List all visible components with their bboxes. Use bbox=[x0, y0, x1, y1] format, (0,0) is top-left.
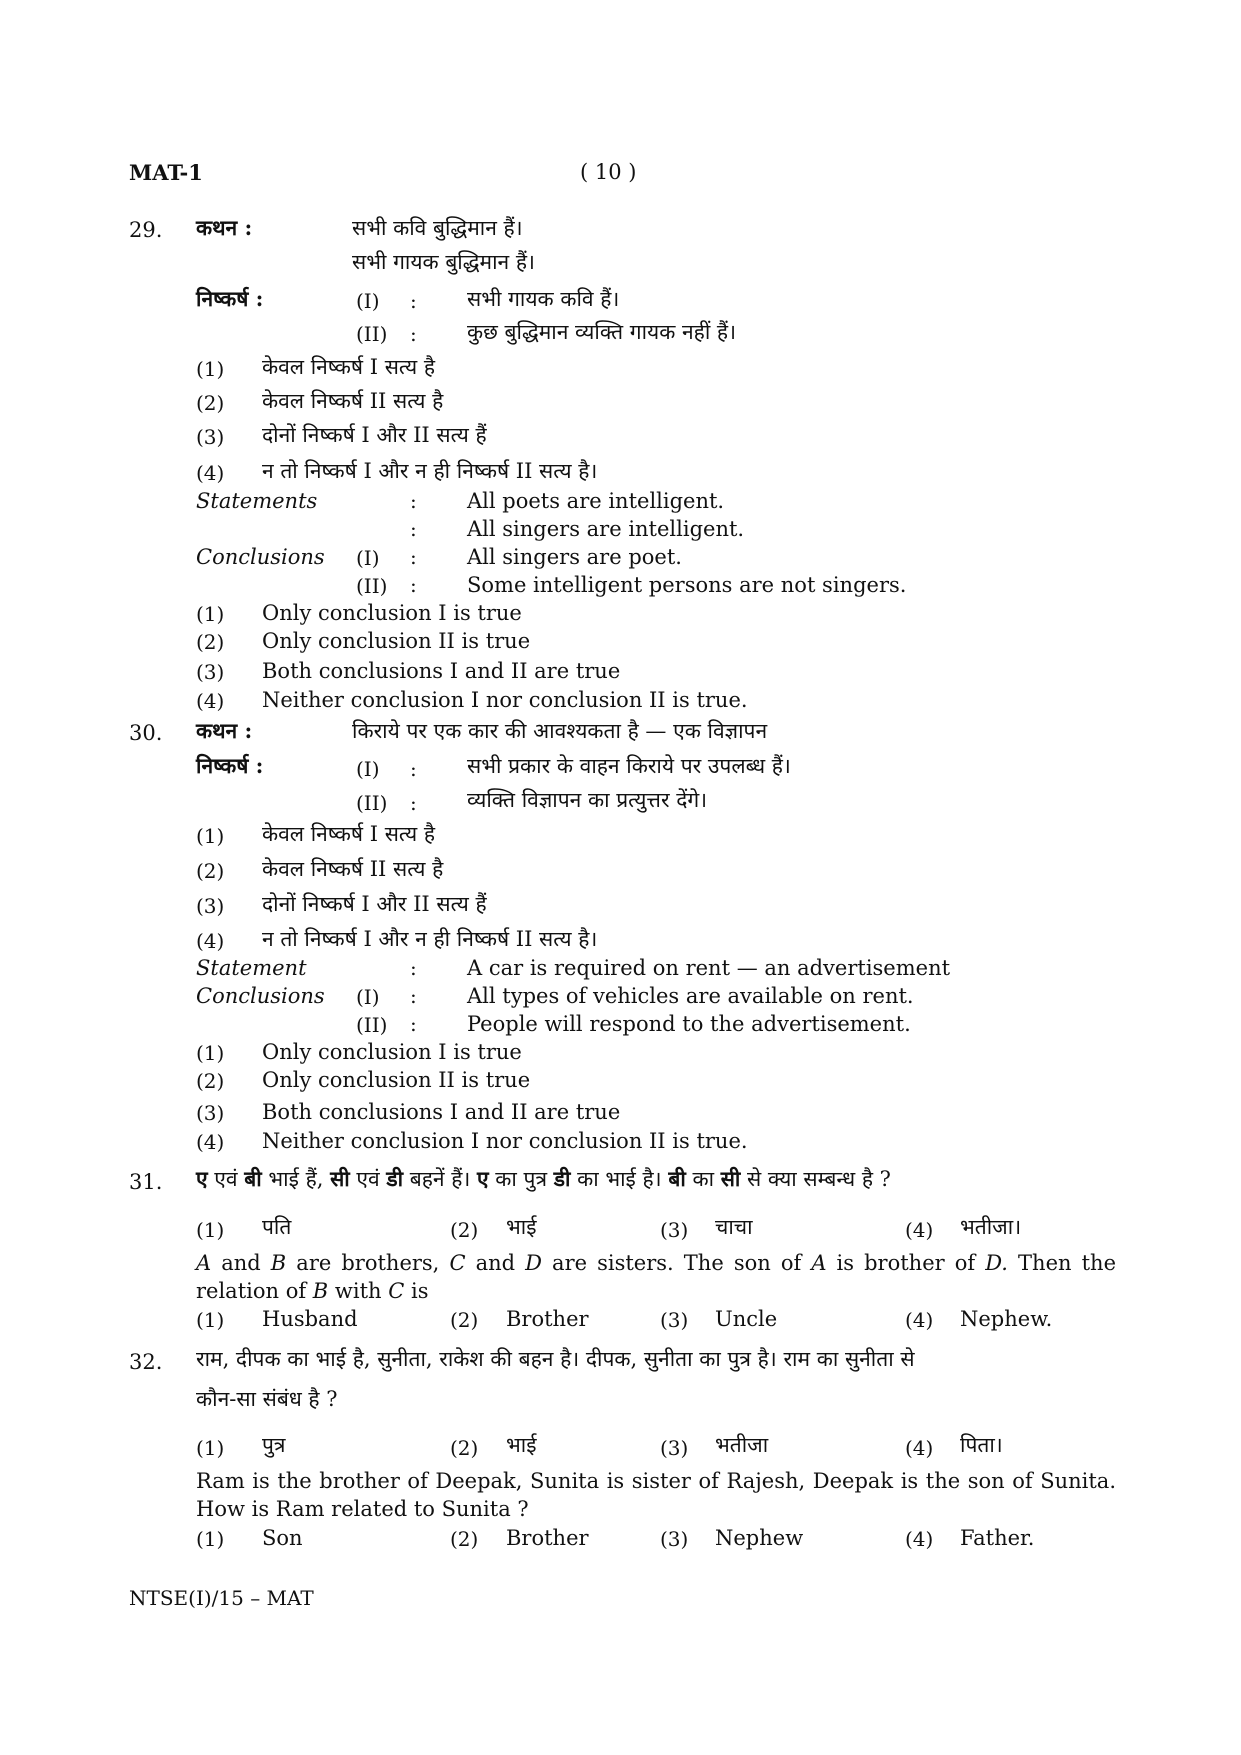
conclusion-en-2: Some intelligent persons are not singers. bbox=[467, 573, 907, 597]
statement-label-en: Statement bbox=[196, 956, 307, 980]
option-en-4: Nephew. bbox=[960, 1307, 1053, 1331]
conclusion-label-en: Conclusions bbox=[196, 984, 325, 1008]
option-en-4: Neither conclusion I nor conclusion II is true. bbox=[262, 688, 748, 712]
conclusion-hi-1: सभी प्रकार के वाहन किराये पर उपलब्ध हैं। bbox=[467, 754, 791, 778]
option-hi-3: दोनों निष्कर्ष I और II सत्य हैं bbox=[262, 423, 487, 447]
option-num: (1) bbox=[196, 1308, 225, 1332]
option-en-2: Brother bbox=[506, 1307, 589, 1331]
option-hi-2: केवल निष्कर्ष II सत्य है bbox=[262, 389, 444, 413]
option-num: (2) bbox=[450, 1436, 479, 1460]
option-en-3: Nephew bbox=[715, 1526, 804, 1550]
option-num: (4) bbox=[196, 689, 225, 713]
conclusion-roman: (II) bbox=[356, 322, 388, 346]
statement-label-en: Statements bbox=[196, 489, 318, 513]
colon: : bbox=[410, 956, 417, 980]
colon: : bbox=[410, 517, 417, 541]
option-en-3: Uncle bbox=[715, 1307, 778, 1331]
option-num: (2) bbox=[196, 1069, 225, 1093]
option-en-3: Both conclusions I and II are true bbox=[262, 1100, 621, 1124]
option-num: (3) bbox=[196, 1101, 225, 1125]
question-hi-line2: कौन-सा संबंध है ? bbox=[196, 1387, 338, 1411]
conclusion-en-1: All types of vehicles are available on rent. bbox=[467, 984, 914, 1008]
option-en-1: Son bbox=[262, 1526, 303, 1550]
footer-code: NTSE(I)/15 – MAT bbox=[129, 1586, 314, 1610]
question-hi: ए एवं बी भाई हैं, सी एवं डी बहनें हैं। ए का पुत्र डी का भाई है। बी का सी से क्या सम्बन्ध है ? bbox=[196, 1166, 891, 1191]
conclusion-roman: (I) bbox=[356, 757, 380, 781]
option-num: (4) bbox=[196, 929, 225, 953]
statement-hi: किराये पर एक कार की आवश्यकता है — एक विज्ञापन bbox=[352, 719, 768, 743]
option-num: (4) bbox=[905, 1308, 934, 1332]
option-en-3: Both conclusions I and II are true bbox=[262, 659, 621, 683]
option-en-2: Only conclusion II is true bbox=[262, 629, 531, 653]
option-en-1: Only conclusion I is true bbox=[262, 601, 522, 625]
option-hi-1: केवल निष्कर्ष I सत्य है bbox=[262, 822, 436, 846]
conclusion-roman: (II) bbox=[356, 1013, 388, 1037]
question-number: 30. bbox=[129, 721, 163, 745]
option-num: (4) bbox=[196, 1130, 225, 1154]
question-number: 32. bbox=[129, 1350, 163, 1374]
option-hi-2: भाई bbox=[506, 1433, 537, 1457]
conclusion-label-hi: निष्कर्ष : bbox=[196, 753, 264, 778]
question-en: Ram is the brother of Deepak, Sunita is sister of Rajesh, Deepak is the son of Sunita. How is Ram related to Sunita ? bbox=[196, 1469, 1116, 1521]
question-en: A and B are brothers, C and D are sisters. The son of A is brother of D. Then the relation of B with C is bbox=[196, 1251, 1116, 1303]
option-num: (1) bbox=[196, 1527, 225, 1551]
option-hi-3: भतीजा bbox=[715, 1433, 769, 1457]
colon: : bbox=[410, 573, 417, 597]
option-num: (1) bbox=[196, 1218, 225, 1242]
option-en-1: Only conclusion I is true bbox=[262, 1040, 522, 1064]
option-hi-3: दोनों निष्कर्ष I और II सत्य हैं bbox=[262, 892, 487, 916]
colon: : bbox=[410, 289, 417, 313]
option-num: (3) bbox=[196, 660, 225, 684]
option-hi-3: चाचा bbox=[715, 1215, 753, 1239]
conclusion-en-1: All singers are poet. bbox=[467, 545, 682, 569]
option-num: (2) bbox=[450, 1308, 479, 1332]
option-num: (3) bbox=[660, 1308, 689, 1332]
option-num: (4) bbox=[905, 1218, 934, 1242]
option-num: (2) bbox=[450, 1527, 479, 1551]
colon: : bbox=[410, 791, 417, 815]
option-num: (3) bbox=[196, 425, 225, 449]
conclusion-label-en: Conclusions bbox=[196, 545, 325, 569]
option-num: (3) bbox=[660, 1527, 689, 1551]
option-hi-4: पिता। bbox=[960, 1433, 1003, 1457]
option-num: (2) bbox=[450, 1218, 479, 1242]
conclusion-hi-1: सभी गायक कवि हैं। bbox=[467, 287, 620, 311]
option-num: (3) bbox=[660, 1218, 689, 1242]
question-hi-line1: राम, दीपक का भाई है, सुनीता, राकेश की बहन है। दीपक, सुनीता का पुत्र है। राम का सुनीता से bbox=[196, 1347, 915, 1371]
colon: : bbox=[410, 1012, 417, 1036]
statement-en-2: All singers are intelligent. bbox=[467, 517, 745, 541]
option-hi-2: भाई bbox=[506, 1215, 537, 1239]
option-num: (2) bbox=[196, 391, 225, 415]
conclusion-roman: (I) bbox=[356, 289, 380, 313]
option-num: (4) bbox=[905, 1436, 934, 1460]
colon: : bbox=[410, 757, 417, 781]
conclusion-roman: (I) bbox=[356, 985, 380, 1009]
statement-label-hi: कथन : bbox=[196, 215, 253, 240]
statement-label-hi: कथन : bbox=[196, 718, 253, 743]
option-num: (1) bbox=[196, 1436, 225, 1460]
option-num: (1) bbox=[196, 602, 225, 626]
statement-hi-2: सभी गायक बुद्धिमान हैं। bbox=[352, 250, 535, 274]
conclusion-roman: (I) bbox=[356, 546, 380, 570]
option-en-2: Only conclusion II is true bbox=[262, 1068, 531, 1092]
conclusion-roman: (II) bbox=[356, 574, 388, 598]
colon: : bbox=[410, 322, 417, 346]
colon: : bbox=[410, 545, 417, 569]
option-en-1: Husband bbox=[262, 1307, 358, 1331]
option-num: (3) bbox=[660, 1436, 689, 1460]
question-number: 29. bbox=[129, 218, 163, 242]
option-hi-1: पति bbox=[262, 1215, 292, 1239]
option-hi-2: केवल निष्कर्ष II सत्य है bbox=[262, 857, 444, 881]
page-number: ( 10 ) bbox=[580, 160, 637, 184]
conclusion-en-2: People will respond to the advertisement. bbox=[467, 1012, 911, 1036]
option-hi-4: न तो निष्कर्ष I और न ही निष्कर्ष II सत्य है। bbox=[262, 927, 598, 951]
option-num: (3) bbox=[196, 894, 225, 918]
question-number: 31. bbox=[129, 1170, 163, 1194]
statement-en-1: All poets are intelligent. bbox=[467, 489, 725, 513]
colon: : bbox=[410, 489, 417, 513]
conclusion-roman: (II) bbox=[356, 791, 388, 815]
option-num: (2) bbox=[196, 630, 225, 654]
option-hi-4: न तो निष्कर्ष I और न ही निष्कर्ष II सत्य है। bbox=[262, 459, 598, 483]
option-num: (2) bbox=[196, 859, 225, 883]
statement-en: A car is required on rent — an advertisement bbox=[467, 956, 951, 980]
option-hi-1: केवल निष्कर्ष I सत्य है bbox=[262, 355, 436, 379]
option-hi-4: भतीजा। bbox=[960, 1215, 1022, 1239]
conclusion-hi-2: कुछ बुद्धिमान व्यक्ति गायक नहीं हैं। bbox=[467, 320, 737, 344]
option-num: (1) bbox=[196, 1041, 225, 1065]
colon: : bbox=[410, 984, 417, 1008]
option-en-2: Brother bbox=[506, 1526, 589, 1550]
option-en-4: Father. bbox=[960, 1526, 1035, 1550]
statement-hi-1: सभी कवि बुद्धिमान हैं। bbox=[352, 216, 523, 240]
option-en-4: Neither conclusion I nor conclusion II is true. bbox=[262, 1129, 748, 1153]
conclusion-hi-2: व्यक्ति विज्ञापन का प्रत्युत्तर देंगे। bbox=[467, 788, 708, 812]
option-num: (4) bbox=[905, 1527, 934, 1551]
option-num: (1) bbox=[196, 357, 225, 381]
paper-code: MAT-1 bbox=[129, 160, 203, 185]
option-num: (1) bbox=[196, 824, 225, 848]
option-num: (4) bbox=[196, 461, 225, 485]
conclusion-label-hi: निष्कर्ष : bbox=[196, 286, 264, 311]
option-hi-1: पुत्र bbox=[262, 1433, 286, 1457]
